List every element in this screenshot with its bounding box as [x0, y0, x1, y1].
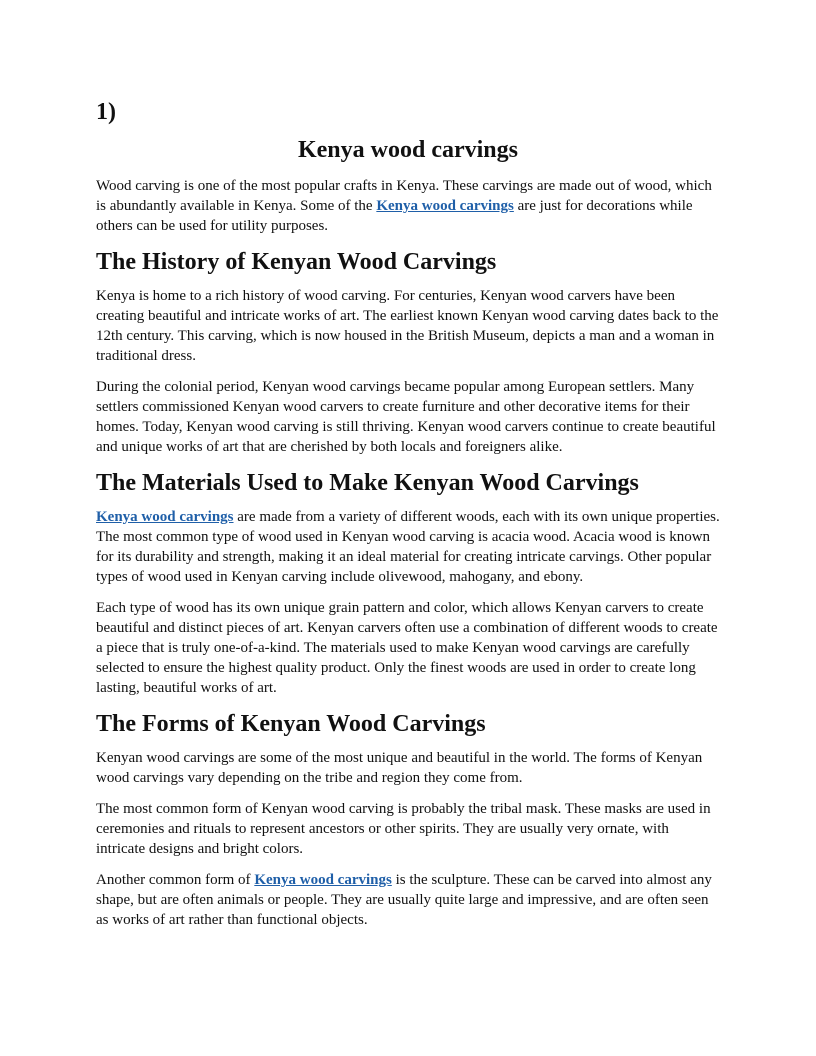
materials-heading: The Materials Used to Make Kenyan Wood Carvings — [96, 470, 639, 496]
section-number: 1) — [96, 99, 116, 125]
materials-paragraph-1 — [96, 507, 720, 587]
history-heading: The History of Kenyan Wood Carvings — [96, 249, 497, 275]
forms-heading: The Forms of Kenyan Wood Carvings — [96, 711, 486, 737]
intro-text-after: are just for decorations while others can be used for utility purposes. — [96, 198, 693, 234]
forms-paragraph-3 — [96, 870, 720, 930]
materials-paragraph-2: Each type of wood has its own unique grain pattern and color, which allows Kenyan carvers to create beautiful and distinct pieces of art. Kenyan carvers often use a combination of different woods to create a piece that is truly one-of-a-kind. The materials used to make Kenyan wood carvings are carefully selected to ensure the highest quality product. Only the finest woods are used in order to create long lasting, beautiful works of art. — [96, 600, 718, 696]
intro-text-before: Wood carving is one of the most popular crafts in Kenya. These carvings are made out of wood, which is abundantly available in Kenya. Some of the — [96, 178, 712, 214]
forms-text-before: Another common form of — [96, 872, 255, 888]
history-paragraph-1: Kenya is home to a rich history of wood carving. For centuries, Kenyan wood carvers have been creating beautiful and intricate works of art. The earliest known Kenyan wood carving dates back to the 12th century. This carving, which is now housed in the British Museum, depicts a man and a woman in traditional dress. — [96, 288, 719, 364]
history-paragraph-2: During the colonial period, Kenyan wood carvings became popular among European settlers. Many settlers commissioned Kenyan wood carvers to create furniture and other decorative items for their homes. Today, Kenyan wood carving is still thriving. Kenyan wood carvers continue to create beautiful and unique works of art that are cherished by both locals and foreigners alike. — [96, 379, 716, 455]
kenya-wood-carvings-link[interactable]: Kenya wood carvings — [96, 509, 234, 525]
document-page — [96, 96, 720, 941]
kenya-wood-carvings-link[interactable]: Kenya wood carvings — [254, 872, 392, 888]
forms-paragraph-1: Kenyan wood carvings are some of the most unique and beautiful in the world. The forms of Kenyan wood carvings vary depending on the tribe and region they come from. — [96, 750, 703, 786]
materials-text: are made from a variety of different woods, each with its own unique properties. The most common type of wood used in Kenyan wood carving is acacia wood. Acacia wood is known for its durability and strength, making it an ideal material for creating intricate carvings. Other popular types of wood used in Kenyan carving include olivewood, mahogany, and ebony. — [96, 509, 720, 585]
page-title: Kenya wood carvings — [297, 137, 518, 163]
forms-paragraph-2: The most common form of Kenyan wood carving is probably the tribal mask. These masks are used in ceremonies and rituals to represent ancestors or other spirits. They are usually very ornate, with intricate designs and bright colors. — [96, 801, 711, 857]
kenya-wood-carvings-link[interactable]: Kenya wood carvings — [376, 198, 514, 214]
intro-paragraph — [96, 176, 720, 236]
forms-text-after: is the sculpture. These can be carved into almost any shape, but are often animals or people. They are usually quite large and impressive, and are often seen as works of art rather than functional objects. — [96, 872, 712, 928]
